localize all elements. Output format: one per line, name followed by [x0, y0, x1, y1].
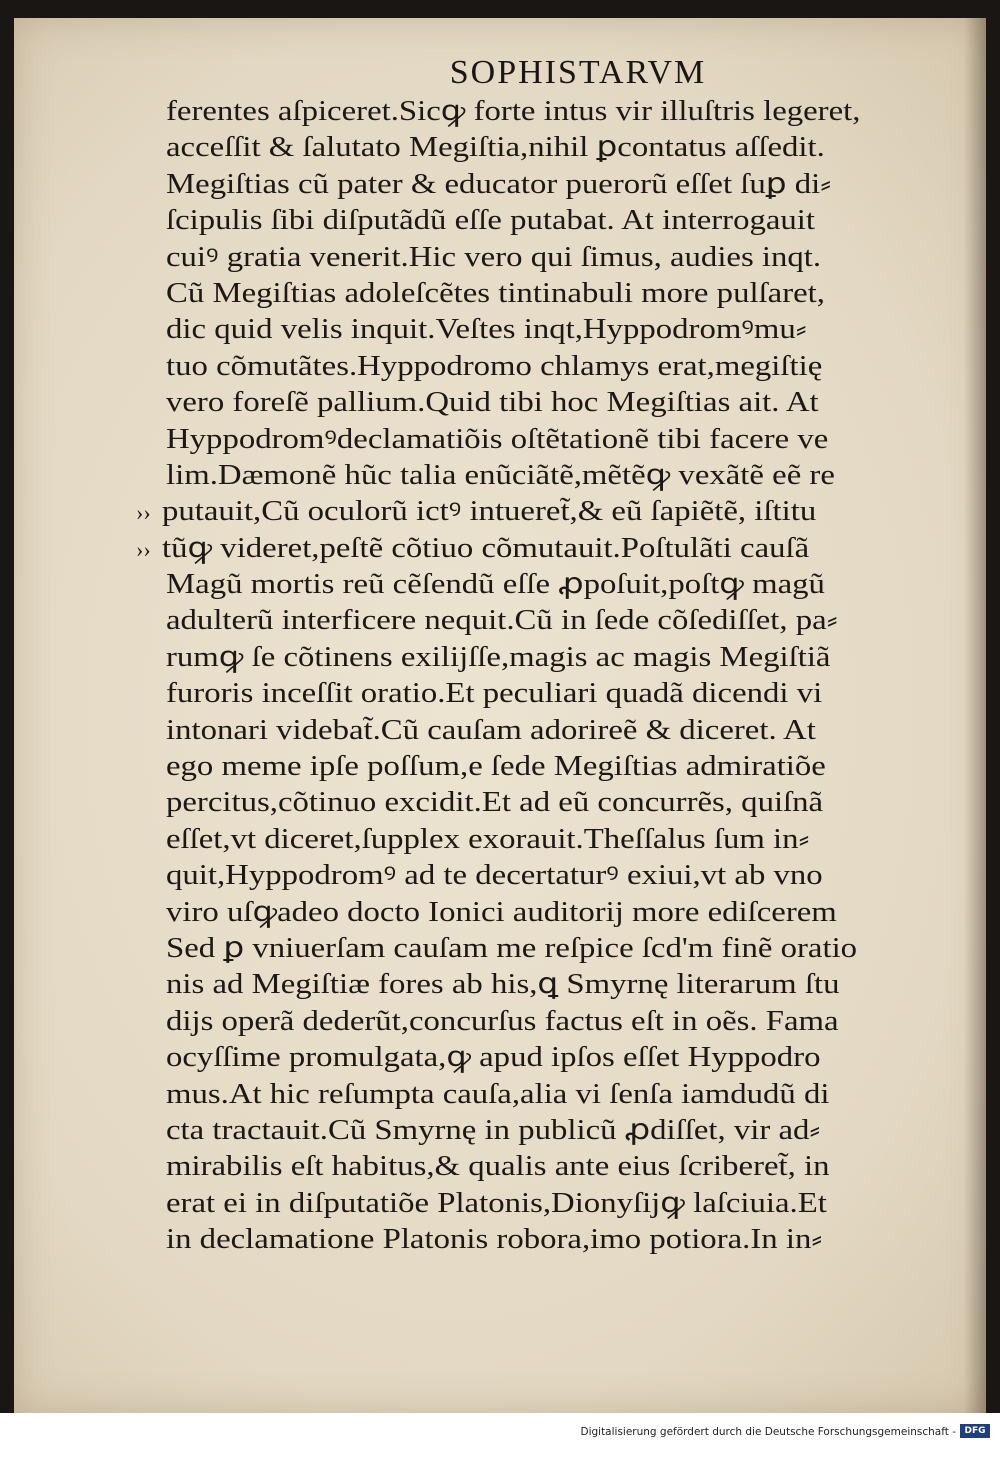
text-line: [166, 458, 886, 494]
text-line: [166, 1040, 886, 1076]
text-line-content: ocyſſime promulgata,ꝙ apud ipſos eſſet Hyppodro: [166, 1042, 821, 1074]
text-line: [166, 1113, 886, 1149]
running-head: [14, 54, 986, 92]
text-line-content: dic quid velis inquit.Veſtes inqt,Hyppodromꝰmu⸗: [166, 314, 807, 346]
page-gutter-shadow: [964, 18, 986, 1413]
text-line-content: ſcipulis ſibi diſputãdũ eſſe putabat. At interrogauit: [166, 205, 816, 237]
text-line: [166, 94, 886, 130]
text-line: [166, 1004, 886, 1040]
text-line: [166, 1222, 886, 1258]
text-line-content: vero foreſẽ pallium.Quid tibi hoc Megiſtias ait. At: [166, 387, 819, 419]
text-line: [166, 713, 886, 749]
text-line-content: putauit,Cũ oculorũ ictꝰ intueret̃,& eũ ſapiẽtẽ, iſtitu: [162, 496, 817, 528]
text-line: [166, 785, 886, 821]
text-line-content: diјs operã dederũt,concurſus factus eſt in oẽs. Fama: [166, 1005, 839, 1037]
text-line-content: viro uſꝙadeo docto Ionici auditoriј more ediſcerem: [166, 896, 837, 928]
text-line: [166, 240, 886, 276]
text-line-content: mus.At hic reſumpta cauſa,alia vi ſenſa iamdudũ di: [166, 1078, 830, 1110]
text-line-content: tũꝙ videret,peſtẽ cõtiuo cõmutauit.Poſtulãti cauſã: [162, 532, 810, 564]
margin-quote-mark: ››: [136, 500, 151, 526]
text-line: [166, 1077, 886, 1113]
text-line-content: rumꝙ ſe cõtinens exiliјſſe,magis ac magis Megiſtiã: [166, 641, 831, 673]
text-line: [166, 130, 886, 166]
text-line: [166, 422, 886, 458]
text-line: [166, 276, 886, 312]
text-line-content: mirabilis eſt habitus,& qualis ante eius ſcriberet̃, in: [166, 1151, 830, 1183]
text-line-content: erat ei in diſputatiõe Platonis,Dionyſiјꝙ laſciuia.Et: [166, 1187, 827, 1219]
text-line: [166, 385, 886, 421]
text-line: [166, 567, 886, 603]
text-line: [166, 1186, 886, 1222]
dfg-logo: DFG: [960, 1424, 990, 1438]
funding-notice: Digitalisierung gefördert durch die Deutsche Forschungsgemeinschaft -: [580, 1426, 956, 1438]
text-line-content: in declamatione Platonis robora,imo potiora.In in⸗: [166, 1224, 823, 1256]
text-line: [166, 967, 886, 1003]
text-line: [166, 749, 886, 785]
text-line: [166, 931, 886, 967]
text-line-content: adulterũ interficere nequit.Cũ in ſede cõſediſſet, pa⸗: [166, 605, 838, 637]
text-line: [166, 603, 886, 639]
text-line-content: percitus,cõtinuo excidit.Et ad eũ concurrẽs, quiſnã: [166, 787, 824, 819]
text-line: [166, 167, 886, 203]
text-line-content: cuiꝰ gratia venerit.Hic vero qui ſimus, audies inqt.: [166, 241, 822, 273]
text-line: [166, 822, 886, 858]
text-line-content: ego meme ipſe poſſum,e ſede Megiſtias admiratiõe: [166, 751, 826, 783]
text-line-content: Hyppodromꝰdeclamatiõis oſtẽtationẽ tibi facere ve: [166, 423, 829, 455]
text-line: [166, 203, 886, 239]
text-line: [166, 640, 886, 676]
text-line-content: Sed ꝑ vniuerſam cauſam me reſpice ſcd'm finẽ oratio: [166, 932, 858, 964]
text-line: [166, 1149, 886, 1185]
text-line: [166, 676, 886, 712]
running-head-text: SOPHISTARVM: [449, 54, 707, 91]
text-line-content: Magũ mortis reũ cẽſendũ eſſe ꝓpoſuit,poſtꝙ magũ: [166, 569, 825, 601]
text-line-content: ferentes aſpiceret.Sicꝙ forte intus vir illuſtris legeret,: [166, 96, 861, 127]
text-line-content: tuo cõmutãtes.Hyppodromo chlamys erat,megiſtię: [166, 350, 823, 382]
text-line-content: Cũ Megiſtias adoleſcẽtes tintinabuli more pulſaret,: [166, 277, 825, 309]
text-line-content: intonari videbat̃.Cũ cauſam adorireẽ & diceret. At: [166, 714, 816, 746]
margin-quote-mark: ››: [136, 536, 151, 562]
text-line-content: nis ad Megiſtiæ fores ab his,ꝗ Smyrnę literarum ſtu: [166, 969, 840, 1001]
text-line-content: quit,Hyppodromꝰ ad te decertaturꝰ exiui,vt ab vno: [166, 860, 823, 892]
digitization-footer: [0, 1413, 1000, 1457]
text-line: [166, 312, 886, 348]
text-line-content: cta tractauit.Cũ Smyrnę in publicũ ꝓdiſſet, vir ad⸗: [166, 1114, 821, 1146]
body-text: [136, 94, 886, 1259]
text-line-content: Megiſtias cũ pater & educator puerorũ eſſet ſuꝑ di⸗: [166, 168, 832, 200]
text-line: [166, 895, 886, 931]
text-line-content: furoris inceſſit oratio.Et peculiari quadã dicendi vi: [166, 678, 823, 710]
text-line: [166, 349, 886, 385]
text-line-content: eſſet,vt diceret,ſupplex exorauit.Theſſalus ſum in⸗: [166, 823, 810, 855]
text-line: [136, 494, 886, 530]
text-line-content: acceſſit & ſalutato Megiſtia,nihil ꝑcontatus aſſedit.: [166, 132, 825, 164]
text-line: [166, 858, 886, 894]
text-line: [136, 531, 886, 567]
text-line-content: lim.Dæmonẽ hũc talia enũciãtẽ,mẽtẽꝙ vexãtẽ eẽ re: [166, 459, 835, 491]
